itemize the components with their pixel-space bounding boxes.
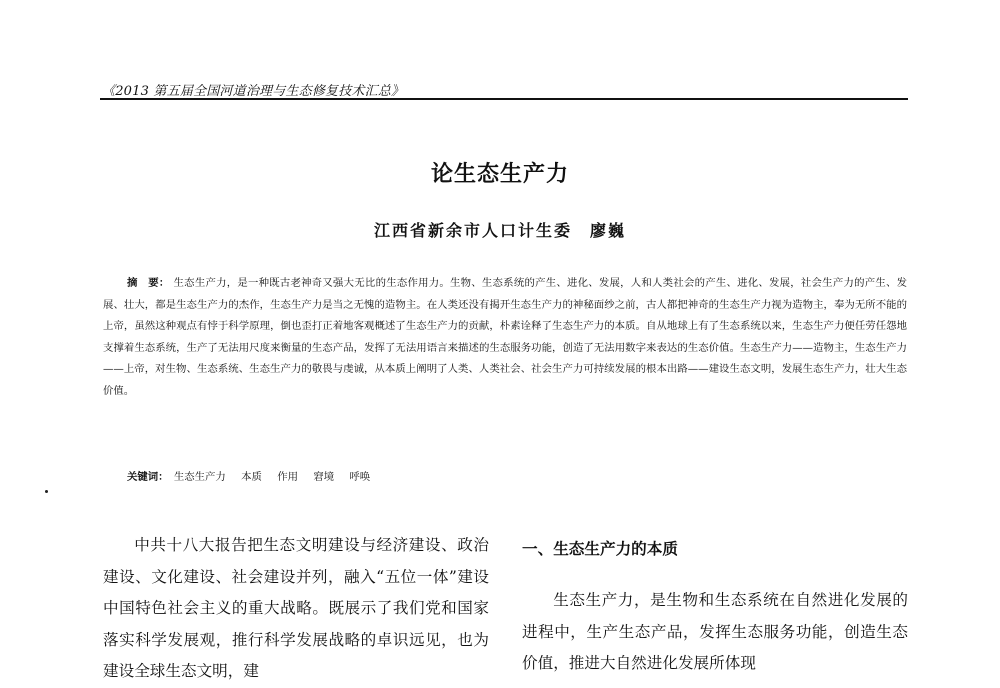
scan-speck <box>45 490 48 493</box>
keyword: 作用 <box>277 471 299 483</box>
header-rule <box>100 98 908 100</box>
body-column-right <box>522 534 908 680</box>
body-paragraph: 中共十八大报告把生态文明建设与经济建设、政治建设、文化建设、社会建设并列，融入“五位一体”建设中国特色社会主义的重大战略。既展示了我们党和国家落实科学发展观，推行科学发展战略的卓识远见，也为建设全球生态文明，建 <box>103 536 489 681</box>
abstract <box>103 273 907 403</box>
keywords-label: 关键词： <box>127 471 169 483</box>
journal-header: 《2013 第五届全国河道治理与生态修复技术汇总》 <box>102 84 405 99</box>
body-column-left <box>103 530 489 688</box>
keyword: 呼唤 <box>349 471 371 483</box>
abstract-label: 摘 要： <box>127 277 170 289</box>
keyword: 窘境 <box>313 471 335 483</box>
body-paragraph: 生态生产力，是生物和生态系统在自然进化发展的进程中，生产生态产品，发挥生态服务功能，创造生态价值，推进大自然进化发展所体现 <box>522 591 908 673</box>
author-name: 廖巍 <box>590 221 627 240</box>
author-affiliation: 江西省新余市人口计生委 <box>373 221 572 240</box>
abstract-text: 生态生产力，是一种既古老神奇又强大无比的生态作用力。生物、生态系统的产生、进化、发展，人和人类社会的产生、进化、发展，社会生产力的产生、发展、壮大，都是生态生产力的杰作，生态生产力是当之无愧的造物主。在人类还没有揭开生态生产力的神秘面纱之前，古人都把神奇的生态生产力视为造物主，奉为无所不能的上帝，虽然这种观点有悖于科学原理，倒也歪打正着地客观概述了生态生产力的贡献，朴素诠释了生态生产力的本质。自从地球上有了生态系统以来，生态生产力便任劳任怨地支撑着生态系统，生产了无法用尺度来衡量的生态产品，发挥了无法用语言来描述的生态服务功能，创造了无法用数字来表达的生态价值。生态生产力——造物主，生态生产力——上帝，对生物、生态系统、生态生产力的敬畏与虔诚，从本质上阐明了人类、人类社会、社会生产力可持续发展的根本出路——建设生态文明，发展生态生产力，壮大生态价值。 <box>103 277 908 397</box>
keywords <box>127 468 907 486</box>
keyword: 生态生产力 <box>173 471 226 483</box>
article-title: 论生态生产力 <box>430 162 569 187</box>
author-line <box>0 218 1000 241</box>
section-heading: 一、生态生产力的本质 <box>522 540 678 558</box>
keyword: 本质 <box>241 471 262 483</box>
